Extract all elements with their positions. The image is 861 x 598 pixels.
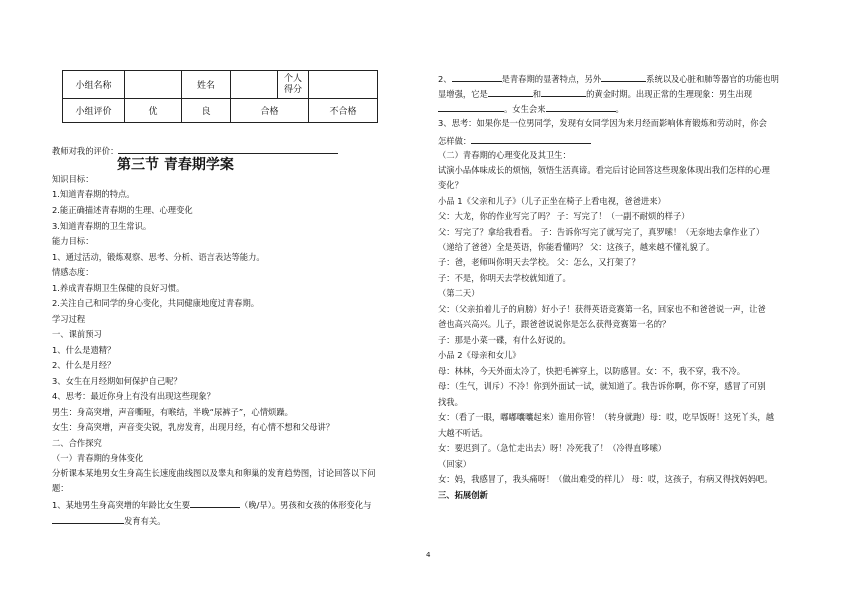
answer-blank [190,498,240,508]
text-fragment: 和 [532,89,542,99]
grade-pass: 合格 [231,99,309,123]
text-line: 1、什么是遗精？ [52,345,116,355]
text-line: 母：林林，今天外面太冷了，快把毛裤穿上，以防感冒。女：不，我不穿，我不冷。 [438,366,745,376]
page-title: 第三节 青春期学案 [117,157,234,173]
text-line: 女：妈，我感冒了，我头痛呀！（做出难受的样儿） 母：哎，这孩子，有病又得找妈妈吧。 [438,474,773,484]
answer-blank [601,72,646,82]
text-line: 大越不听话。 [438,428,488,438]
grade-good: 良 [182,99,231,123]
name-label: 姓名 [182,71,231,99]
text-line: 二、合作探究 [52,438,102,448]
text-line: 知识目标： [52,174,94,184]
text-line [438,134,591,147]
teacher-eval-label: 教师对我的评价： [52,146,119,156]
answer-blank [452,72,502,82]
text-fragment: 显增强，它是 [438,89,488,99]
text-line: 一、课前预习 [52,329,102,339]
text-line: 变化？ [438,180,463,190]
text-line: 3、思考：如果你是一位男同学，发现有女同学因为来月经而影响体育锻炼和劳动时，你会 [438,118,767,128]
text-line: 小品 1《父亲和儿子》（儿子正坐在椅子上看电视，爸爸进来） [438,196,666,206]
page-number: 4 [426,551,431,559]
answer-blank [541,87,586,97]
text-line: 女生：身高突增，声音变尖锐，乳房发育，出现月经，有心情不想和父母讲？ [52,422,335,432]
personal-score-label: 个人得分 [278,71,309,99]
text-line: 4、思考：最近你身上有没有出现这些现象？ [52,391,215,401]
text-line: 子：爸，老师叫你明天去学校。 父：怎么，又打架了？ [438,257,640,267]
text-line: 1.知道青春期的特点。 [52,189,135,199]
answer-blank [546,102,616,112]
text-line: 2、什么是月经？ [52,360,116,370]
text-line: 女：（看了一眼，嘟嘟囔囔起来）谁用你管！（转身就跑）母：哎，吃早饭呀！这死丫头，越 [438,412,775,422]
text-line [438,87,752,100]
text-line: 1.养成青春期卫生保健的良好习惯。 [52,283,185,293]
text-line: 2.能正确描述青春期的生理、心理变化 [52,205,193,215]
text-line: 父：写完了？拿给我看看。 子：告诉你写完了就写完了，真罗嗦！（无奈地去拿作业了） [438,227,765,237]
text-line [52,514,166,527]
text-line: （回家） [438,459,472,469]
text-line: 能力目标： [52,236,94,246]
text-line: （第二天） [438,288,480,298]
text-line: 男生：身高突增，声音嘶哑，有喉结，半晚“尿裤子”，心情烦躁。 [52,407,293,417]
text-line: 2.关注自己和同学的身心变化，共同健康地度过青春期。 [52,298,260,308]
text-fragment: 。女生会来 [504,104,546,114]
text-line: 小品 2《母亲和女儿》 [438,350,521,360]
text-fragment: 怎样做： [438,136,472,146]
text-fragment: 1、某地男生身高突增的年龄比女生要 [52,500,191,510]
grade-excellent: 优 [125,99,182,123]
text-line: （递给了爸爸）全是英语，你能看懂吗？ 父：这孩子，越来越不懂礼貌了。 [438,242,715,252]
text-line: 试演小品体味成长的烦恼，领悟生活真谛。看完后讨论回答这些现象体现出我们怎样的心理 [438,165,770,175]
answer-blank [471,134,591,144]
text-line: （二）青春期的心理变化及其卫生： [438,150,571,160]
grade-fail: 不合格 [309,99,378,123]
group-name-value [125,71,182,99]
group-eval-label: 小组评价 [63,99,125,123]
text-line: 子：不是，你明天去学校就知道了。 [438,273,571,283]
name-value [231,71,278,99]
personal-score-value [309,71,378,99]
text-line: 1、通过活动，锻炼观察、思考、分析、语言表达等能力。 [52,252,265,262]
text-fragment: 发育有关。 [124,516,166,526]
text-fragment: 。 [615,104,624,114]
text-fragment: （晚/早）。男孩和女孩的体形变化与 [240,500,372,510]
text-line: （一）青春期的身体变化 [52,453,144,463]
text-line: 母：（生气，训斥）不冷！你到外面试一试，就知道了。我告诉你啊，你不穿，感冒了可别 [438,381,766,391]
teacher-eval-blank [118,144,338,154]
answer-blank [438,102,504,112]
group-evaluation-table [62,70,378,123]
answer-blank [488,87,533,97]
text-line: 女：要迟到了。（急忙走出去）呀！冷死我了！（冷得直哆嗦） [438,443,667,453]
text-fragment: 的黄金时期。出现正常的生理现象：男生出现 [586,89,753,99]
group-name-label: 小组名称 [63,71,125,99]
text-line: 爸也高兴高兴。儿子，跟爸爸说说你是怎么获得竞赛第一名的？ [438,319,671,329]
text-line: 题： [52,483,69,493]
answer-blank [52,514,124,524]
text-line: 父：（父亲拍着儿子的肩膀）好小子！获得英语竞赛第一名，回家也不和爸爸说一声，让爸 [438,304,766,314]
section-heading: 三、拓展创新 [438,490,488,500]
text-fragment: 2、 [438,74,452,84]
text-fragment: 是青春期的显著特点，另外 [501,74,602,84]
text-line: 学习过程 [52,314,86,324]
text-line: 找我。 [438,397,463,407]
text-line: 父：大龙，你的作业写完了吗？ 子：写完了！（一副不耐烦的样子） [438,211,690,221]
text-line [438,72,779,85]
text-fragment: 系统以及心脏和肺等器官的功能也明 [646,74,779,84]
text-line: 情感态度： [52,267,94,277]
text-line: 分析课本某地男女生身高生长速度曲线图以及睾丸和卵巢的发育趋势图，讨论回答以下问 [52,468,376,478]
text-line: 子：那是小菜一碟，有什么好说的。 [438,335,571,345]
text-line [438,102,624,115]
text-line [52,498,371,511]
text-line: 3、女生在月经期如何保护自己呢？ [52,376,182,386]
text-line: 3.知道青春期的卫生常识。 [52,221,152,231]
